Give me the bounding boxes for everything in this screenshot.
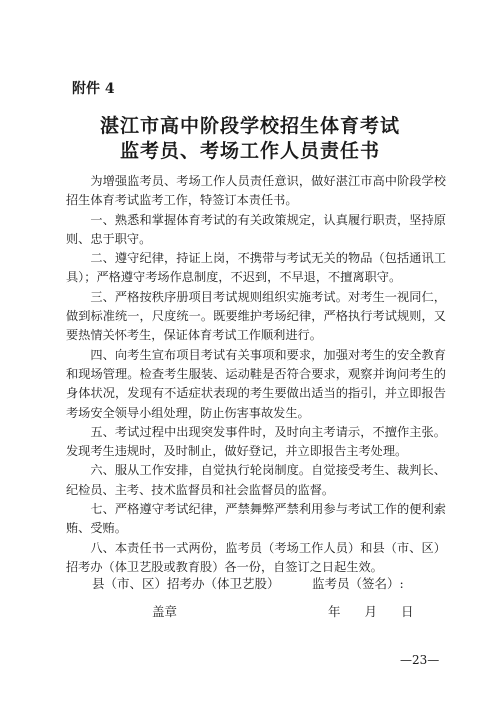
date-line — [328, 602, 414, 620]
attachment-label: 附件 4 — [72, 81, 115, 97]
document-body — [66, 172, 446, 577]
date-day-label: 日 — [401, 604, 414, 619]
paragraph-clause-2: 二、遵守纪律，持证上岗，不携带与考试无关的物品（包括通讯工具）；严格遵守考场作息制度，不迟到，不早退，不擅离职守。 — [66, 251, 446, 285]
paragraph-clause-4: 四、向考生宣布项目考试有关事项和要求，加强对考生的安全教育和现场管理。检查考生服装、运动鞋是否符合要求，观察并询问考生的身体状况，发现有不适症状表现的考生要做出适当的指引，并立即报告考场安全领导小组处理，防止伤害事故发生。 — [66, 347, 446, 420]
paragraph-clause-5: 五、考试过程中出现突发事件时，及时向主考请示，不擅作主张。发现考生违规时，及时制止，做好登记，并立即报告主考处理。 — [66, 424, 446, 459]
document-title-line-2: 监考员、考场工作人员责任书 — [119, 140, 380, 162]
paragraph-clause-6: 六、服从工作安排，自觉执行轮岗制度。自觉接受考生、裁判长、纪检员、主考、技术监督员和社会监督员的监督。 — [66, 463, 446, 497]
signature-office-label: 县（市、区）招考办（体卫艺股） — [92, 576, 280, 591]
paragraph-clause-3: 三、严格按秩序册项目考试规则组织实施考试。对考生一视同仁，做到标准统一，尺度统一。既要维护考场纪律，严格执行考试规则，又要热情关怀考生，保证体育考试工作顺利进行。 — [66, 289, 446, 343]
paragraph-clause-7: 七、严格遵守考试纪律，严禁舞弊严禁利用参与考试工作的便利索贿、受贿。 — [66, 502, 446, 536]
paragraph-clause-1: 一、熟悉和掌握体育考试的有关政策规定，认真履行职责，坚持原则、忠于职守。 — [66, 212, 446, 246]
paragraph-intro: 为增强监考员、考场工作人员责任意识，做好湛江市高中阶段学校招生体育考试监考工作，特签订本责任书。 — [66, 174, 446, 208]
date-month-label: 月 — [364, 604, 378, 619]
date-year-label: 年 — [328, 604, 341, 619]
paragraph-clause-8: 八、本责任书一式两份，监考员（考场工作人员）和县（市、区）招考办（体卫艺股或教育股）各一份，自签订之日起生效。 — [66, 540, 446, 574]
signature-proctor-label: 监考员（签名）: — [312, 576, 404, 591]
seal-label: 盖章 — [152, 604, 178, 619]
document-title-line-1: 湛江市高中阶段学校招生体育考试 — [99, 115, 400, 137]
page-number: —23— — [400, 653, 440, 667]
